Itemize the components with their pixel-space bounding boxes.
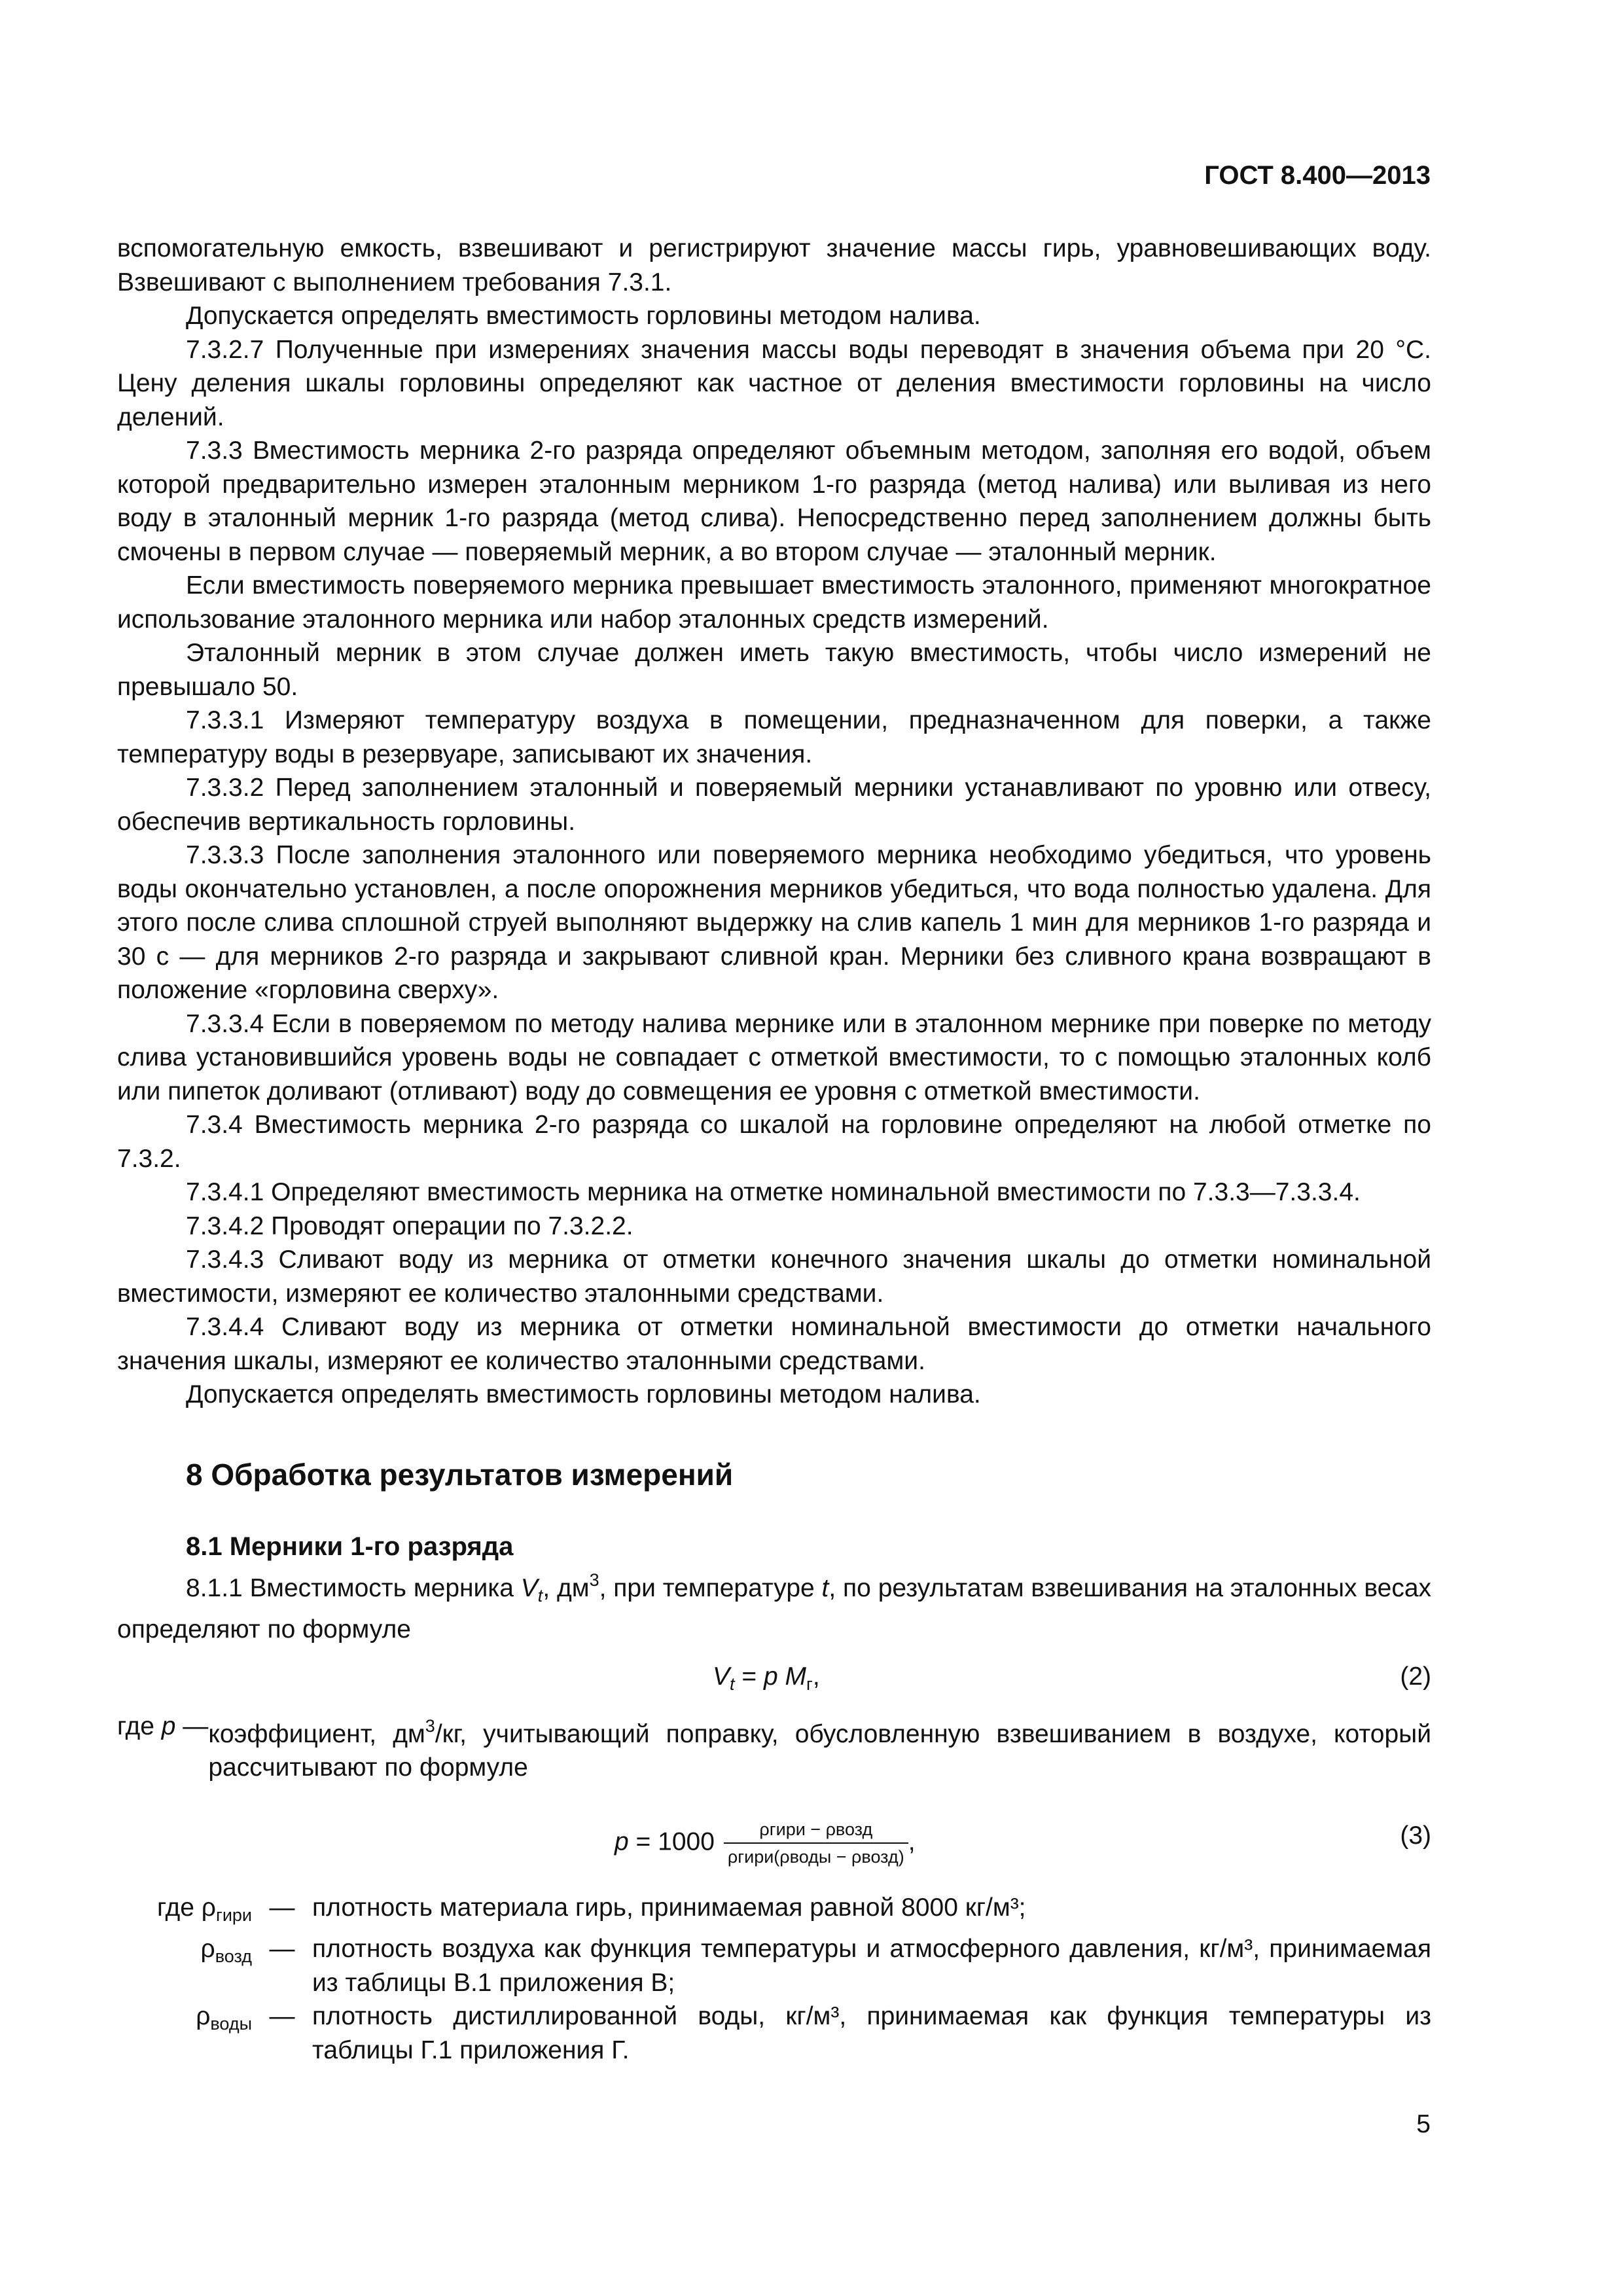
text-run: /кг, учитывающий поправку, обусловленную взвешиванием в воздухе, который рассчитывают по формуле [208,1719,1431,1782]
text-run: 8.1.1 Вместимость мерника [186,1573,521,1602]
text-run: где [117,1712,162,1740]
definition-text [208,1710,1431,1785]
symbol-definitions [117,1891,1431,2068]
formula-3-expression [615,1819,916,1867]
where-label [117,1710,208,1785]
symbol-v: V [520,1573,538,1602]
definition-symbol [117,1932,252,2000]
text-run: , по результатам взвешивания на эталонных весах определяют по формуле [117,1573,1432,1643]
paragraph: 7.3.4.3 Сливают воду из мерника от отметки конечного значения шкалы до отметки номинальной вместимости, измеряют ее количество эталонными средствами. [117,1246,1431,1308]
definition-symbol [117,2000,252,2067]
superscript-3: 3 [589,1570,599,1590]
subsection-heading: 8.1 Мерники 1-го разряда [186,1532,514,1561]
formula-2-expression [713,1660,820,1702]
definition-row [117,1932,1431,2000]
symbol-subscript: воды [210,2014,252,2034]
paragraph: 7.3.3.1 Измеряют температуру воздуха в помещении, предназначенном для поверки, а также температуру воды в резервуаре, записывают их значения. [117,706,1431,768]
symbol-subscript: гири [215,1905,252,1925]
formula-2 [117,1660,1431,1702]
subscript-g: г [806,1674,813,1694]
paragraph: 7.3.2.7 Полученные при измерениях значения массы воды переводят в значения объема при 20 °С. Цену деления шкалы горловины определяют как частное от деления вместимости горловины на число делений. [117,335,1431,431]
coefficient: = 1000 [628,1827,715,1856]
subscript-t [730,1674,735,1694]
dash: — [175,1712,209,1740]
symbol-m: M [777,1662,807,1691]
paragraph: 7.3.4.4 Сливают воду из мерника от отметки номинальной вместимости до отметки начального значения шкалы, измеряют ее количество эталонными средствами. [117,1313,1431,1375]
symbol-rho: где ρ [157,1893,216,1922]
text-run: коэффициент, дм [208,1719,425,1748]
paragraph: 7.3.3.4 Если в поверяемом по методу налива мернике или в эталонном мернике при поверке по методу слива установившийся уровень воды не совпадает с отметкой вместимости, то с помощью эталонных колб или пипеток доливают (отливают) воду до совмещения ее уровня с отметкой вместимости. [117,1009,1431,1105]
paragraph: Допускается определять вместимость горловины методом налива. [186,302,981,330]
comma: , [908,1827,916,1856]
definition-text: плотность материала гирь, принимаемая равной 8000 кг/м³; [312,1893,1026,1922]
comma: , [812,1662,820,1691]
dash: — [269,2002,295,2030]
equals-sign: = [734,1662,764,1691]
definition-row [117,2000,1431,2067]
text-run: , при температуре [599,1573,822,1602]
paragraph: вспомогательную емкость, взвешивают и регистрируют значение массы гирь, уравновешивающих воду. Взвешивают с выполнением требования 7.3.1. [117,234,1431,296]
paragraph-8-1-1 [117,1564,1431,1647]
dash: — [269,1893,295,1922]
symbol-p: p [161,1712,176,1740]
page-number: 5 [1416,2110,1431,2138]
symbol-p: p [615,1827,629,1856]
paragraph: 7.3.3.3 После заполнения эталонного или поверяемого мерника необходимо убедиться, что уровень воды окончательно установлен, а после опорожнения мерников убедиться, что вода полностью удалена. Для этого после слива сплошной струей выполняют выдержку на слив капель 1 мин для мерников 1-го разряда и 30 с — для мерников 2-го разряда и закрывают сливной кран. Мерники без сливного крана возвращают в положение «горловина сверху». [117,841,1431,1004]
symbol-t: t [821,1573,829,1602]
paragraph: Если вместимость поверяемого мерника превышает вместимость эталонного, применяют многократное использование эталонного мерника или набор эталонных средств измерений. [117,571,1431,634]
definition-symbol [117,1891,252,1933]
symbol-v: V [713,1662,730,1691]
definition-row [117,1891,1431,1933]
symbol-rho: ρ [200,1935,215,1963]
symbol-t: t [730,1674,735,1694]
paragraph: Допускается определять вместимость горловины методом налива. [186,1380,981,1408]
paragraph: 7.3.4 Вместимость мерника 2-го разряда со шкалой на горловине определяют на любой отметке по 7.3.2. [117,1111,1431,1173]
paragraph: 7.3.3.2 Перед заполнением эталонный и поверяемый мерники устанавливают по уровню или отвесу, обеспечив вертикальность горловины. [117,774,1431,836]
paragraph: 7.3.3 Вместимость мерника 2-го разряда определяют объемным методом, заполняя его водой, объем которой предварительно измерен эталонным мерником 1-го разряда (метод налива) или выливая из него воду в эталонный мерник 1-го разряда (метод слива). Непосредственно перед заполнением должны быть смочены в первом случае — поверяемый мерник, а во втором случае — эталонный мерник. [117,437,1431,566]
fraction-denominator: ρгири(ρводы − ρвозд) [727,1846,904,1867]
document-code-header: ГОСТ 8.400—2013 [1204,161,1431,190]
symbol-t: t [537,1585,543,1605]
symbol-subscript: возд [215,1946,252,1966]
formula-number: (3) [1400,1821,1431,1850]
section-heading: 8 Обработка результатов измерений [186,1457,734,1492]
symbol-p: p [763,1662,778,1691]
paragraph: Эталонный мерник в этом случае должен иметь такую вместимость, чтобы число измерений не превышало 50. [117,639,1431,701]
fraction-numerator: ρгири − ρвозд [724,1819,908,1844]
where-p-definition [117,1710,1431,1785]
dash: — [269,1935,295,1963]
symbol-rho: ρ [196,2002,211,2030]
formula-number: (2) [1400,1662,1431,1691]
superscript-3: 3 [425,1715,435,1736]
text-run: , дм [543,1573,590,1602]
formula-3 [117,1799,1431,1876]
page-body [117,232,1431,2067]
definition-text: плотность дистиллированной воды, кг/м³, принимаемая как функция температуры из таблицы Г.1 приложения Г. [312,2002,1431,2064]
definition-text: плотность воздуха как функция температуры и атмосферного давления, кг/м³, принимаемая из таблицы В.1 приложения В; [312,1935,1431,1997]
fraction [724,1819,908,1867]
paragraph: 7.3.4.2 Проводят операции по 7.3.2.2. [186,1211,633,1240]
paragraph: 7.3.4.1 Определяют вместимость мерника на отметке номинальной вместимости по 7.3.3—7.3.3.4. [186,1178,1361,1206]
